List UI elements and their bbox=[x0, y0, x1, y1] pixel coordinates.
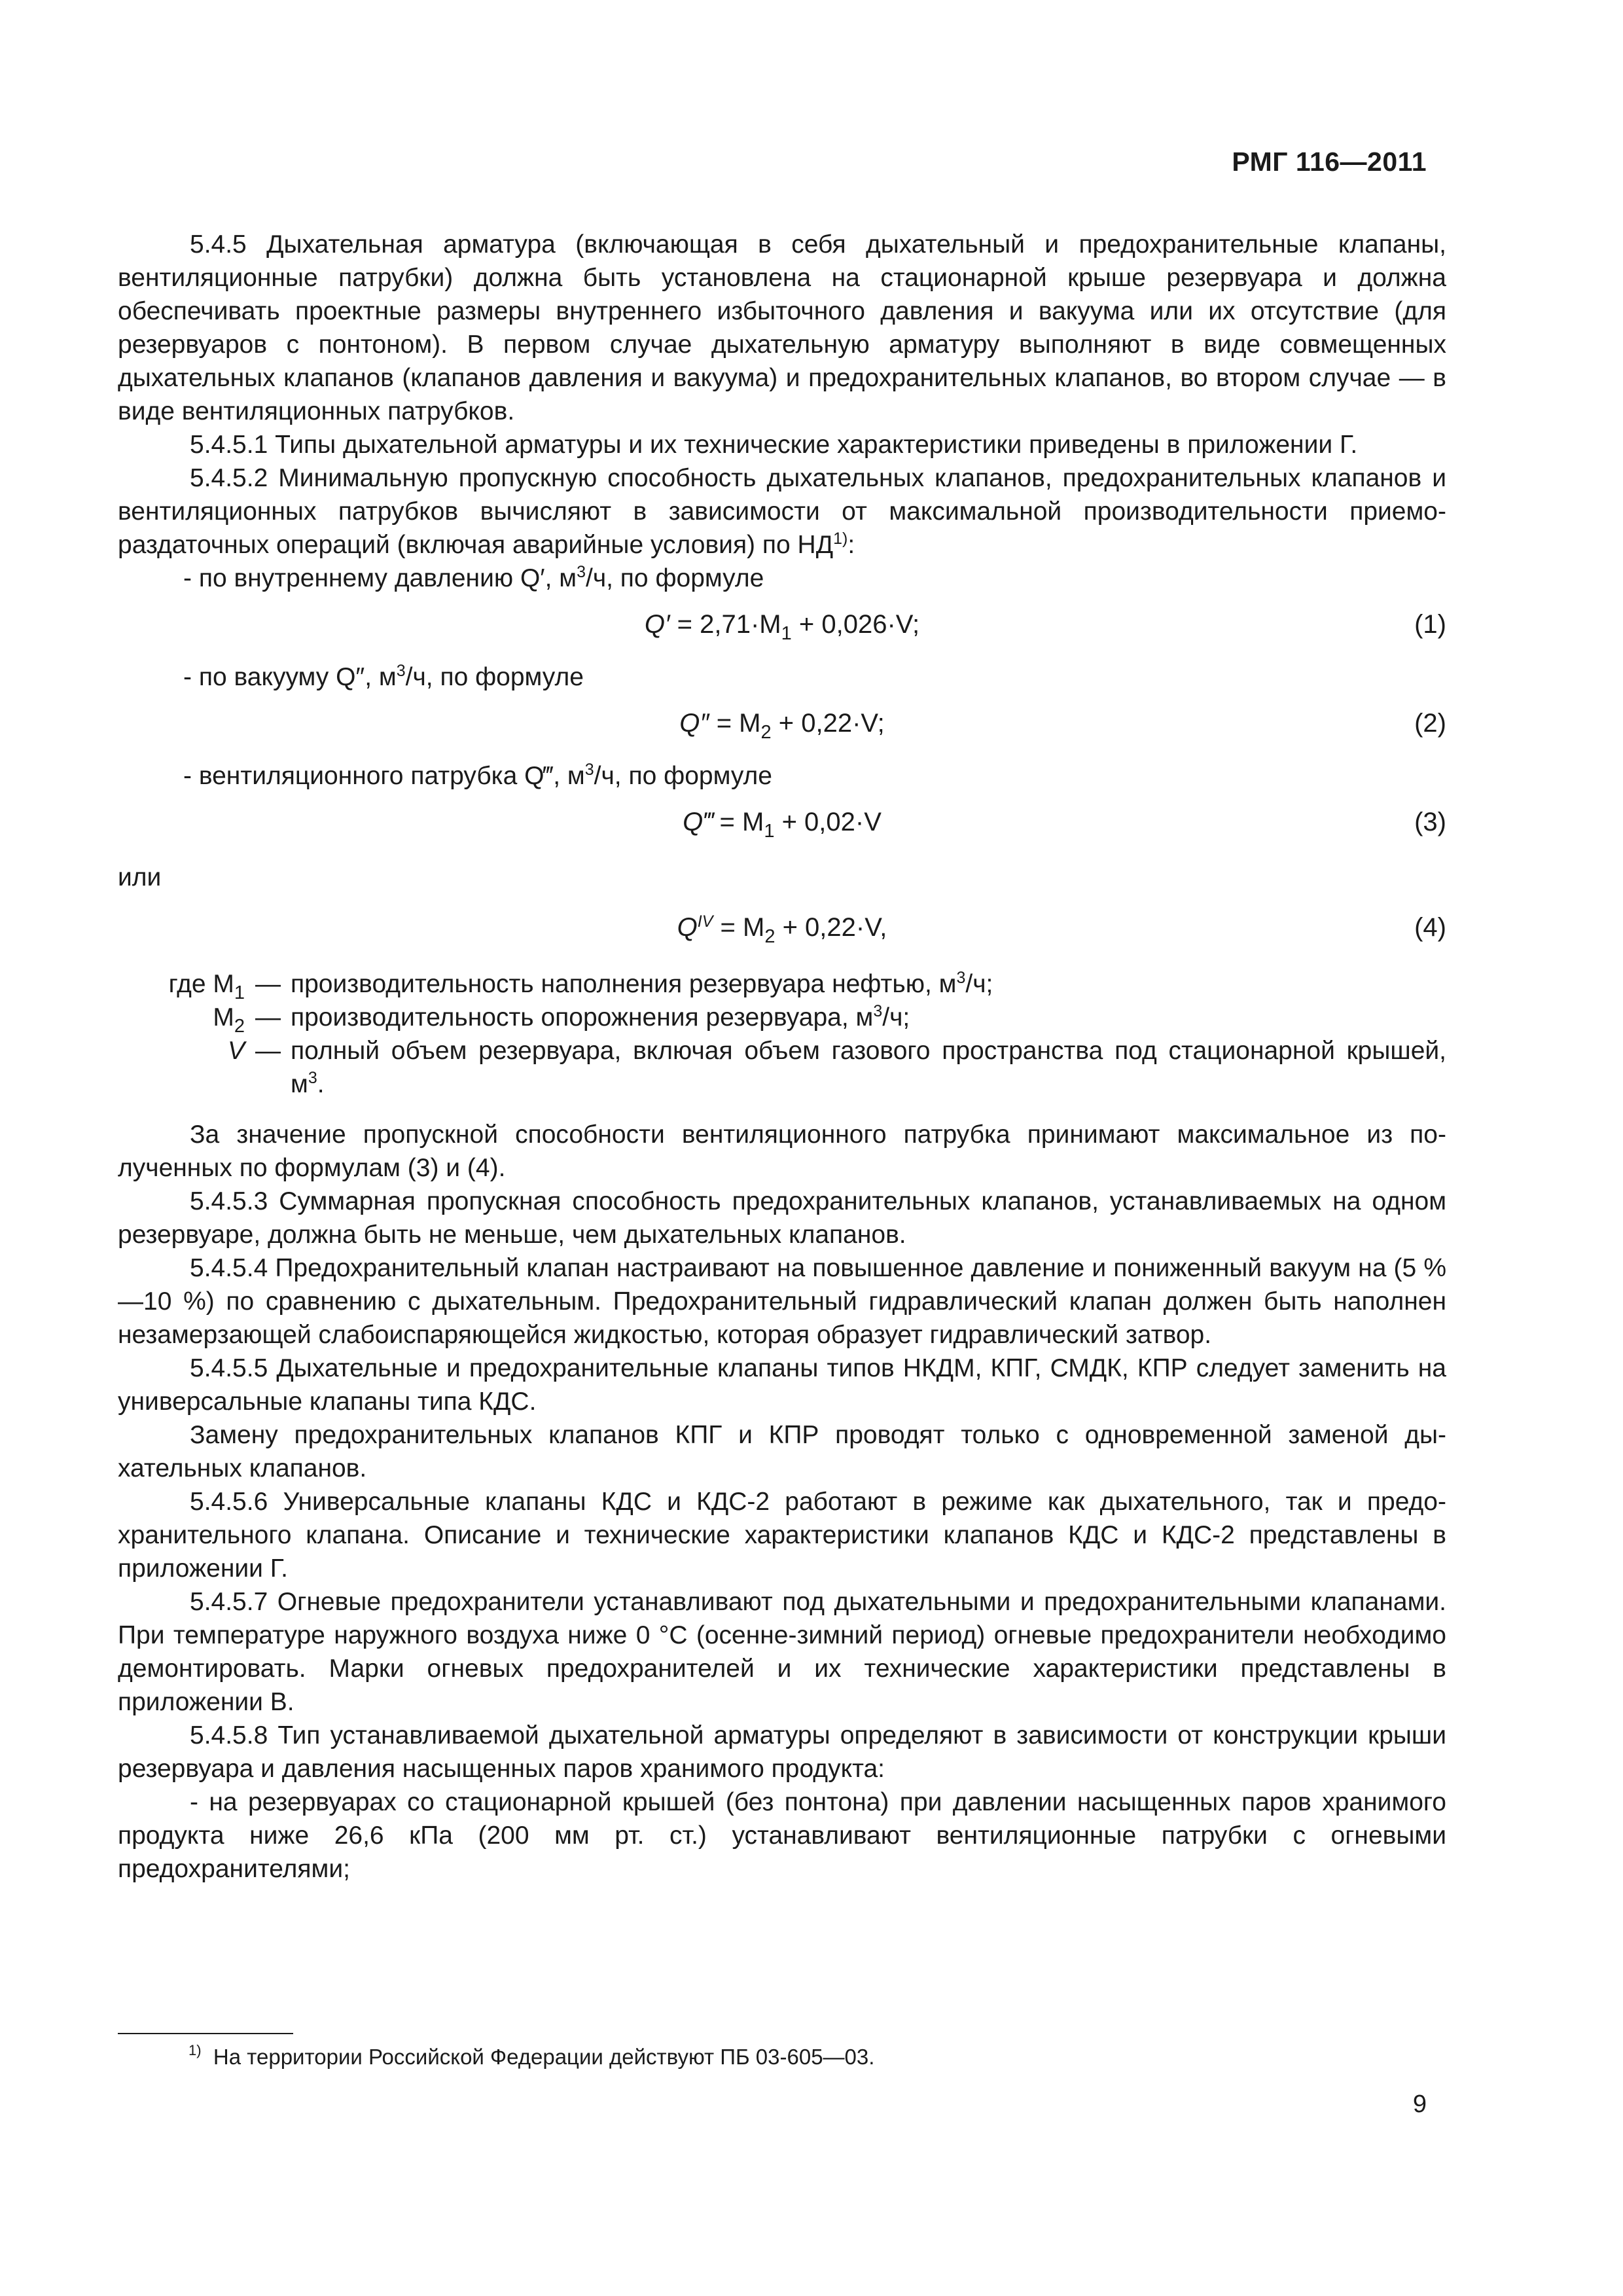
variable-definitions bbox=[118, 967, 1446, 1101]
formula-2-lead: - по вакууму Q″, $м^3/ч$, по формуле bbox=[183, 662, 584, 691]
paragraph-vent-max: За значение пропускной способности вентиляционного патрубка принимают максимальное из полученных по формулам (3) и (4). bbox=[118, 1121, 1446, 1182]
formula-4-expression: $Q^{IV} = M_2 + 0,22\cdot V$, bbox=[677, 912, 887, 947]
paragraph-5-4-5-5: 5.4.5.5 Дыхательные и предохранительные клапаны типов НКДМ, КПГ, СМДК, КПР следует заменить на универсальные клапаны типа КДС. bbox=[118, 1354, 1446, 1416]
definition-m2: $M_2$ — производительность опорожнения резервуара, $м^3/ч$; bbox=[213, 1002, 910, 1037]
formula-1 bbox=[118, 603, 1446, 646]
paragraph-5-4-5-2 bbox=[118, 461, 1446, 562]
formula-3-expression: Q‴ = $M_1 + 0,02\cdot V$ bbox=[683, 808, 882, 842]
formula-3-number: (3) bbox=[1414, 808, 1446, 836]
paragraph-5-4-5-2-text: 5.4.5.2 Минимальную пропускную способность дыхательных клапанов, предохранительных клапанов и вентиляционных патрубков вычисляют в зависимости от максимальной производительности приемо-раздаточных операций (включая аварийные условия) по НД bbox=[118, 464, 1446, 559]
formula-2-number: (2) bbox=[1414, 709, 1446, 738]
footnote-reference: 1) bbox=[833, 529, 848, 548]
page-number: 9 bbox=[1412, 2090, 1427, 2118]
formula-3-lead: - вентиляционного патрубка Q‴, $м^3/ч$, по формуле bbox=[183, 761, 772, 790]
formula-4-number: (4) bbox=[1414, 913, 1446, 942]
paragraph-5-4-5: 5.4.5 Дыхательная арматура (включающая в себя дыхательный и предохранительные клапаны, вентиляционные патрубки) должна быть установлена на стационарной крыше резервуара и должна обеспечивать проектные размеры внутреннего избыточного давления и вакуума или их отсутствие (для резервуаров с понтоном). В первом случае дыхательную арматуру выполняют в виде совмещенных дыхательных клапанов (клапанов давления и вакуума) и предохранительных клапанов, во втором случае — в виде вентиляционных патрубков. bbox=[118, 230, 1446, 425]
definition-v: V — полный объем резервуара, включая объем газового пространства под стационарной крышей, $м^3$. bbox=[227, 1037, 1446, 1098]
formula-1-lead: - по внутреннему давлению Q′, $м^3/ч$, по формуле bbox=[183, 563, 764, 592]
paragraph-5-4-5-4: 5.4.5.4 Предохранительный клапан настраивают на повышенное давление и пониженный вакуум на (5 %—10 %) по сравнению с дыхательным. Предохранительный гидравлический клапан должен быть наполнен незамерзающей слабоиспаряющейся жидкостью, которая образует гидравлический затвор. bbox=[118, 1254, 1446, 1349]
formula-3 bbox=[118, 800, 1446, 844]
paragraph-5-4-5-2-end: : bbox=[847, 531, 855, 559]
paragraph-5-4-5-8: 5.4.5.8 Тип устанавливаемой дыхательной арматуры определяют в зависимости от конструкции крыши резервуара и давления насыщенных паров хранимого продукта: bbox=[118, 1721, 1446, 1783]
footnote bbox=[188, 2043, 874, 2071]
formula-1-expression: $Q' = 2,71\cdot M_1 + 0,026\cdot V$; bbox=[644, 610, 920, 644]
paragraph-5-4-5-3: 5.4.5.3 Суммарная пропускная способность предохранительных клапанов, устанавливаемых на одном резервуаре, должна быть не меньше, чем дыхательных клапанов. bbox=[118, 1187, 1446, 1249]
paragraph-5-4-5-6: 5.4.5.6 Универсальные клапаны КДС и КДС-2 работают в режиме как дыхательного, так и предохранительного клапана. Описание и технические характеристики клапанов КДС и КДС-2 представлены в приложении Г. bbox=[118, 1488, 1446, 1583]
formula-2-expression: $Q'' = M_2 + 0,22\cdot V$; bbox=[679, 709, 885, 743]
or-word: или bbox=[118, 863, 162, 891]
formula-1-number: (1) bbox=[1414, 610, 1446, 639]
definition-m1: где $M_1$ — производительность наполнения резервуара нефтью, $м^3/ч$; bbox=[168, 969, 993, 1003]
document-code-header: РМГ 116—2011 bbox=[1232, 147, 1427, 177]
footnote-text: На территории Российской Федерации действуют ПБ 03-605—03. bbox=[213, 2045, 875, 2069]
footnote-mark: 1) bbox=[188, 2042, 202, 2058]
paragraph-5-4-5-7: 5.4.5.7 Огневые предохранители устанавливают под дыхательными и предохранительными клапанами. При температуре наружного воздуха ниже 0 °С (осенне-зимний период) огневые предохранители необходимо демонтировать. Марки огневых предохранителей и их технические характеристики представлены в приложении В. bbox=[118, 1588, 1446, 1716]
footnote-separator bbox=[118, 2033, 293, 2034]
list-item-stationary-roof: - на резервуарах со стационарной крышей (без понтона) при давлении насыщенных паров хранимого продукта ниже 26,6 кПа (200 мм рт. ст.) устанавливают вентиляционные патрубки с огневыми предохранителями; bbox=[118, 1788, 1446, 1883]
paragraph-5-4-5-1: 5.4.5.1 Типы дыхательной арматуры и их технические характеристики приведены в приложении Г. bbox=[190, 431, 1358, 459]
document-body bbox=[118, 228, 1446, 1886]
formula-2 bbox=[118, 702, 1446, 745]
paragraph-replace: Замену предохранительных клапанов КПГ и КПР проводят только с одновременной заменой дыхательных клапанов. bbox=[118, 1421, 1446, 1482]
formula-4 bbox=[118, 906, 1446, 949]
